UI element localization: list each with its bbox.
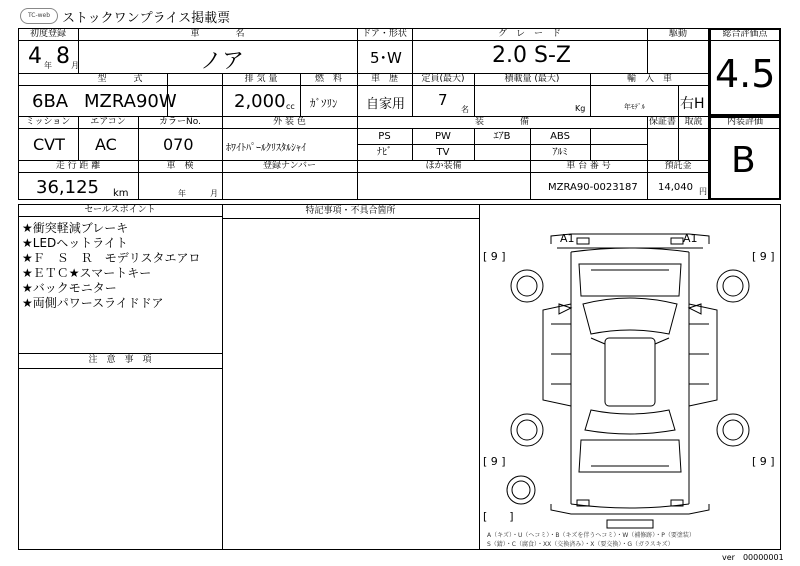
label-import: 輸 入 車	[626, 74, 672, 84]
load-unit: Kg	[575, 104, 586, 113]
equip-navi: ﾅﾋﾞ	[377, 147, 392, 158]
vehicle-info-table	[18, 28, 709, 200]
list-item: ★Ｆ Ｓ Ｒ モデリスタエアロ	[22, 251, 201, 265]
label-capacity: 定員(最大)	[421, 74, 465, 84]
label-first-registration: 初度登録	[29, 29, 66, 39]
list-item: ★衝突軽減ブレーキ	[22, 221, 129, 235]
first-reg-year: 4	[28, 44, 42, 69]
first-reg-month: 8	[56, 44, 70, 69]
label-overall-score: 総合評価点	[722, 29, 768, 39]
first-reg-year-unit: 年	[44, 61, 52, 70]
capacity-unit: 名	[461, 105, 469, 114]
label-aircon: エアコン	[90, 117, 126, 127]
damage-mark-front-left: A1	[560, 232, 575, 245]
label-drive: 駆動	[668, 29, 687, 39]
label-color-no: カラーNo.	[159, 117, 201, 127]
label-other-equip: ほか装備	[425, 161, 462, 171]
label-vehicle-use: 車 歴	[370, 74, 398, 84]
model-prefix-value: 6BA	[32, 91, 69, 112]
equip-abs: ABS	[550, 131, 570, 142]
list-item: ★バックモニター	[22, 281, 117, 295]
version-label: ver 00000001	[722, 553, 784, 562]
tire-mark-rear-left: [ 9 ]	[483, 455, 506, 468]
equip-ps: PS	[378, 131, 391, 142]
sales-points-list	[22, 221, 201, 311]
chassis-value: MZRA90-0023187	[548, 182, 638, 193]
equip-pw: PW	[435, 131, 451, 142]
tire-mark-front-left: [ 9 ]	[483, 250, 506, 263]
equip-airbag: ｴｱB	[493, 131, 511, 142]
label-model-type: 型 式	[97, 74, 143, 84]
legend-line-1: A（キズ）・U（ヘコミ）・B（キズを伴うヘコミ）・W（補修跡）・P（要塗装）	[487, 532, 695, 539]
interior-score-value: B	[731, 140, 756, 181]
label-car-name: 車 名	[190, 29, 245, 39]
label-caution: 注 意 事 項	[88, 355, 152, 365]
list-item: ★LEDヘットライト	[22, 236, 128, 250]
logo-text: TC-web	[27, 12, 51, 19]
import-model-year: 年ﾓﾃﾞﾙ	[624, 103, 645, 111]
label-interior-score: 内装評価	[726, 117, 763, 127]
tire-mark-spare: [ ]	[483, 510, 514, 523]
label-mileage: 走 行 距 離	[55, 161, 101, 171]
page-title: ストックワンプライス掲載票	[62, 11, 231, 26]
label-inspection: 車 検	[166, 161, 194, 171]
first-reg-month-unit: 月	[71, 61, 79, 70]
recycle-unit: 円	[699, 187, 707, 196]
model-value: MZRA90W	[84, 91, 177, 112]
mileage-unit: km	[113, 188, 129, 199]
grade-value: 2.0 S-Z	[492, 43, 571, 68]
displacement-unit: cc	[286, 102, 295, 111]
list-item: ★ＥＴＣ★スマートキー	[22, 266, 152, 280]
car-damage-diagram	[479, 204, 781, 550]
mission-value: CVT	[33, 135, 65, 154]
import-handle-value: 右H	[680, 96, 705, 112]
label-special-notes: 特記事項・不具合箇所	[305, 206, 396, 216]
fuel-value: ｶﾞｿﾘﾝ	[310, 97, 338, 110]
logo	[20, 8, 58, 24]
label-exterior-color: 外 装 色	[273, 117, 306, 127]
label-grade: グ レ ー ド	[497, 29, 561, 39]
overall-score-value: 4.5	[715, 52, 776, 96]
label-load: 積載量 (最大)	[504, 74, 560, 84]
label-warranty: 保証書	[648, 117, 676, 127]
label-equipment: 装 備	[474, 117, 529, 127]
label-displacement: 排 気 量	[244, 74, 278, 84]
capacity-value: 7	[438, 91, 448, 109]
inspection-month-unit: 月	[210, 189, 218, 198]
label-manual: 取説	[684, 117, 703, 127]
legend-line-2: S（錆）・C（腐食）・XX（交換済み）・X（要交換）・G（ガラスキズ）	[487, 541, 674, 548]
equip-alumi: ｱﾙﾐ	[552, 147, 568, 158]
label-fuel: 燃 料	[314, 74, 342, 84]
mileage-value: 36,125	[36, 177, 99, 198]
equip-tv: TV	[436, 147, 450, 158]
vehicle-use-value: 自家用	[366, 97, 406, 112]
list-item: ★両側パワースライドドア	[22, 296, 164, 310]
label-plate: 登録ナンバー	[263, 161, 316, 171]
door-shape-value: 5･W	[370, 49, 402, 67]
car-name-value: ノア	[200, 49, 245, 74]
label-recycle: 預託金	[664, 161, 692, 171]
color-no-value: 070	[163, 135, 194, 154]
tire-mark-rear-right: [ 9 ]	[752, 455, 775, 468]
recycle-value: 14,040	[658, 182, 693, 193]
damage-mark-front-right: A1	[683, 232, 698, 245]
label-door-shape: ドア・形状	[362, 29, 407, 39]
label-mission: ミッション	[25, 117, 71, 127]
exterior-color-value: ﾎﾜｲﾄﾊﾟｰﾙｸﾘｽﾀﾙｼｬｲ	[226, 143, 306, 154]
tire-mark-front-right: [ 9 ]	[752, 250, 775, 263]
label-chassis: 車 台 番 号	[566, 161, 611, 171]
aircon-value: AC	[95, 135, 117, 154]
inspection-year-unit: 年	[178, 189, 186, 198]
label-sales-points: セールスポイント	[84, 205, 156, 215]
displacement-value: 2,000	[234, 91, 286, 112]
